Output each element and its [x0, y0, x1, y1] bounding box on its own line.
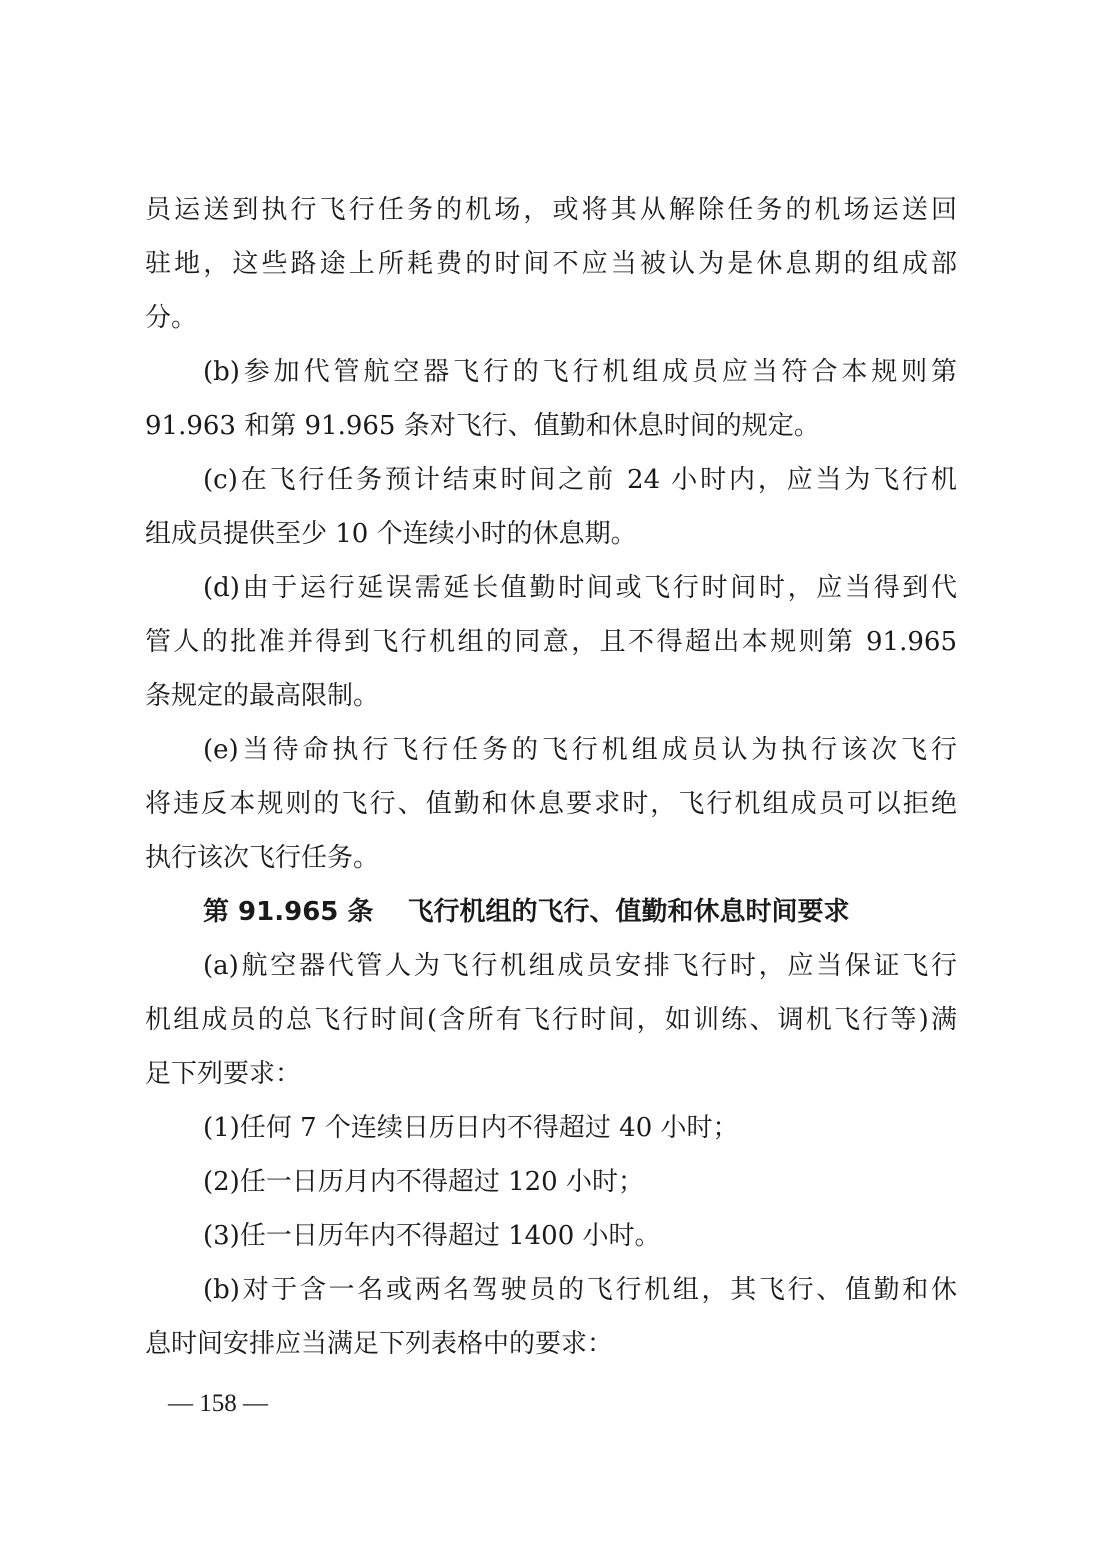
paragraph-e-line: 将违反本规则的飞行、值勤和休息要求时，飞行机组成员可以拒绝 [145, 789, 957, 819]
paragraph-b-line: (b)参加代管航空器飞行的飞行机组成员应当符合本规则第 [203, 357, 957, 387]
section-title: 飞行机组的飞行、值勤和休息时间要求 [407, 897, 850, 927]
section-paragraph-b-line: 息时间安排应当满足下列表格中的要求： [145, 1329, 614, 1359]
list-item: (3)任一日历年内不得超过 1400 小时。 [203, 1221, 661, 1251]
paragraph-d-line: (d)由于运行延误需延长值勤时间或飞行时间时，应当得到代 [203, 573, 957, 603]
paragraph-d-line: 条规定的最高限制。 [145, 681, 380, 711]
section-paragraph-a-line: 机组成员的总飞行时间(含所有飞行时间，如训练、调机飞行等)满 [145, 1005, 957, 1035]
paragraph-c-line: 组成员提供至少 10 个连续小时的休息期。 [145, 519, 637, 549]
list-item: (2)任一日历月内不得超过 120 小时； [203, 1167, 644, 1197]
paragraph-c-line: (c)在飞行任务预计结束时间之前 24 小时内，应当为飞行机 [203, 465, 957, 495]
section-paragraph-b-line: (b)对于含一名或两名驾驶员的飞行机组，其飞行、值勤和休 [203, 1275, 957, 1305]
paragraph-line: 员运送到执行飞行任务的机场，或将其从解除任务的机场运送回 [145, 195, 957, 225]
paragraph-e-line: (e)当待命执行飞行任务的飞行机组成员认为执行该次飞行 [203, 735, 957, 765]
paragraph-e-line: 执行该次飞行任务。 [145, 843, 380, 873]
paragraph-d-line: 管人的批准并得到飞行机组的同意，且不得超出本规则第 91.965 [145, 627, 957, 657]
section-paragraph-a-line: (a)航空器代管人为飞行机组成员安排飞行时，应当保证飞行 [203, 951, 957, 981]
section-paragraph-a-line: 足下列要求： [145, 1059, 302, 1089]
paragraph-line: 分。 [145, 303, 198, 333]
section-number: 第 91.965 条 [203, 897, 374, 927]
paragraph-b-line: 91.963 和第 91.965 条对飞行、值勤和休息时间的规定。 [145, 411, 820, 441]
page-number: — 158 — [168, 1390, 268, 1417]
paragraph-line: 驻地，这些路途上所耗费的时间不应当被认为是休息期的组成部 [145, 249, 957, 279]
section-heading [203, 892, 957, 932]
list-item: (1)任何 7 个连续日历日内不得超过 40 小时； [203, 1113, 739, 1143]
